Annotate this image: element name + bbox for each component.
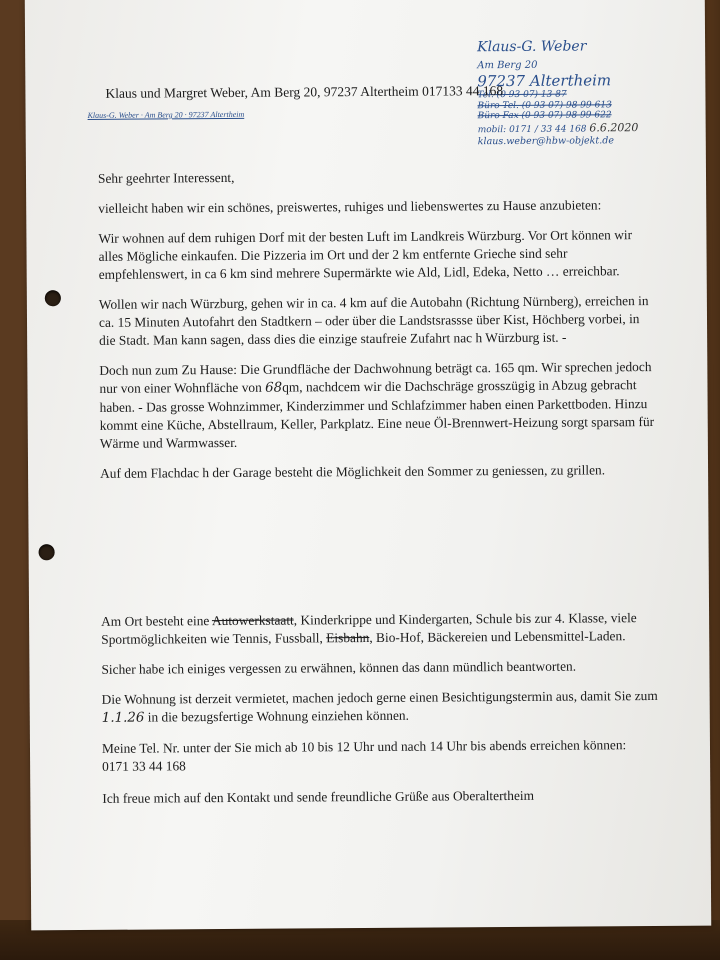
garage-paragraph: Auf dem Flachdac h der Garage besteht die Möglichkeit den Sommer zu geniessen, zu grillen. [100, 462, 606, 481]
handwritten-date: 6.6.2020 [589, 121, 639, 135]
handwritten-area: 68 [265, 380, 283, 396]
phone-number: 0171 33 44 168 [102, 758, 186, 774]
closing-paragraph: Ich freue mich auf den Kontakt und sende freundliche Grüße aus Oberaltertheim [102, 787, 535, 806]
letterhead-email: klaus.weber@hbw-objekt.de [477, 135, 614, 148]
forgot-paragraph: Sicher habe ich einiges vergessen zu erwähnen, können das dann mündlich beantworten. [101, 658, 577, 677]
home-paragraph: Doch nun zum Zu Hause: Die Grundfläche der Dachwohnung beträgt ca. 165 qm. Wir sprechen jedoch nur von einer Wohnfläche von 68qm, nachdcem wir die Dachschräge grosszügig in Abzug gebracht haben. - Das grosse Wohnzimmer, Kinderzimmer und Schlafzimmer haben einen Parkettboden. Hinzu kommt eine Küche, Abstellraum, Keller, Parkplatz. Eine neue Öl-Brennwert-Heizung sorgt sparsam für Wärme und Warmwasser. [99, 359, 655, 451]
struck-text: Eisbahn [326, 629, 370, 646]
letterhead-street: Am Berg 20 [477, 59, 538, 72]
punch-hole-bottom [39, 544, 55, 560]
handwritten-move-in-date: 1.1.26 [101, 710, 145, 726]
letter-body [98, 166, 663, 820]
village-paragraph: Wir wohnen auf dem ruhigen Dorf mit der besten Luft im Landkreis Würzburg. Vor Ort können wir alles Mögliche einkaufen. Die Pizzeria im Ort und der 2 km entfernte Grieche sind sehr empfehlenswert, in ca 6 km sind mehrere Supermärkte wie Ald, Lidl, Edeka, Netto … erreichbar. [98, 227, 633, 282]
rental-paragraph: Die Wohnung ist derzeit vermietet, machen jedoch gerne einen Besichtigungstermin aus, damit Sie zum 1.1.26 in die bezugsfertige Wohnung einziehen können. [101, 687, 658, 726]
letterhead-tel: Tel. (0 93 07) 13 87 [477, 89, 567, 101]
sender-address-line: Klaus und Margret Weber, Am Berg 20, 97237 Altertheim 017133 44 168 [105, 83, 504, 101]
letterhead-office-tel: Büro Tel. (0 93 07) 98 99 613 [477, 99, 612, 111]
blank-space [100, 491, 661, 613]
letterhead-mobile: mobil: 0171 / 33 44 168 6.6.2020 [477, 121, 639, 136]
letterhead-office-fax: Büro Fax (0 93 07) 98 99 622 [477, 110, 612, 122]
letterhead-city: 97237 Altertheim [477, 71, 612, 91]
phone-paragraph: Meine Tel. Nr. unter der Sie mich ab 10 bis 12 Uhr und nach 14 Uhr bis abends erreichen können: 0171 33 44 168 [101, 737, 627, 774]
punch-hole-top [45, 290, 61, 306]
letterhead-name: Klaus-G. Weber [477, 38, 587, 56]
sender-return-address: Klaus-G. Weber · Am Berg 20 · 97237 Altertheim [87, 109, 245, 120]
letter-sheet [25, 0, 711, 930]
struck-text: Autowerkstaatt [211, 612, 294, 629]
salutation: Sehr geehrter Interessent, [97, 169, 235, 186]
wuerzburg-paragraph: Wollen wir nach Würzburg, gehen wir in ca. 4 km auf die Autobahn (Richtung Nürnberg), erreichen in ca. 15 Minuten Autofahrt den Stadtkern – oder über die Landstsrassse über Kist, Höchberg vorbei, in die Stadt. Man kann sagen, dass dies die einzige staufreie Zufahrt nac h Würzburg ist. - [98, 293, 649, 348]
intro-paragraph: vielleicht haben wir ein schönes, preiswertes, ruhiges und liebenswertes zu Hause anzubieten: [98, 197, 602, 216]
village-facilities-paragraph: Am Ort besteht eine Autowerkstaatt, Kinderkrippe und Kindergarten, Schule bis zur 4. Klasse, viele Sportmöglichkeiten wie Tennis, Fussball, Eisbahn, Bio-Hof, Bäckereien und Lebensmittel-Laden. [101, 610, 637, 647]
